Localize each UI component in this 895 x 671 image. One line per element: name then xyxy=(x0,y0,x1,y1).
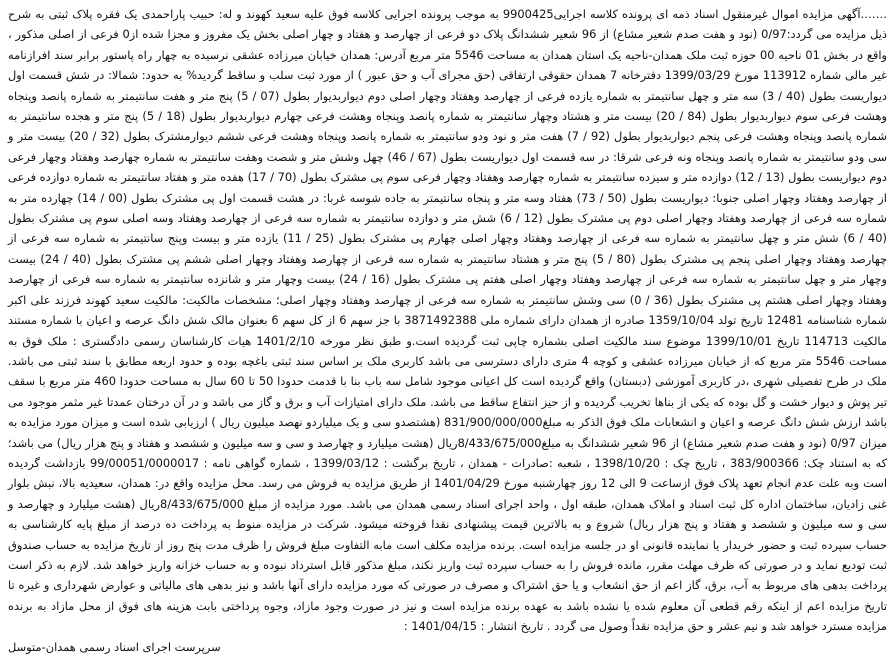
notice-body: …….آگهی مزایده اموال غیرمنقول اسناد ذمه ای پرونده کلاسه اجرایی9900425 به موجب پرونده اجرایی کلاسه فوق علیه سعید کهوند و له: حبیب پاراحمدی یک فقره پلاک ثبتی به شرح ذیل مزایده می گردد:0/97 (نود و هفت صدم شعیر مشاع) از 96 شعیر ششدانگ پلاک دو فرعی از چهارصد و هفتاد و چهار اصلی بخش یک مفروز و مجزا شده از0 فرعی از اصلی مذکور ، واقع در بخش 01 ناحیه 00 حوزه ثبت ملک همدان-ناحیه یک استان همدان به مساحت 5546 متر مربع آدرس: همدان خیابان میرزاده عشقی نرسیده به چهار راه پاستور برابر سند افرازنامه غیر مالی شماره 113912 مورخ 1399/03/29 دفترخانه 7 همدان حقوقی ارتفاقی (حق مجرای آب و حق عبور ) از مورد ثبت سلب و ساقط گردید% به حدود: شمالا: در شش قسمت اول دیواریست بطول (40 / 3) سه متر و چهل سانتیمتر به شماره یازده فرعی از چهارصد وهفتاد وچهار اصلی دوم دیواربدیوار بطول (07 / 5) پنج متر و هفت سانتیمتر به شماره پانصد وپنجاه وهشت فرعی سوم دیواربدیوار بطول (84 / 20) بیست متر و هشتاد وچهار سانتیمتر به شماره پانصد وپنجاه وهشت فرعی چهارم دیواربدیوار بطول (18 / 5) پنج متر و هجده سانتیمتر به شماره پانصد وپنجاه وهشت فرعی پنجم دیواربدیوار بطول (92 / 7) هفت متر و نود ودو سانتیمتر به شماره پانصد وپنجاه وهشت فرعی ششم دیوارمشترک بطول (32 / 20) بیست متر و سی ودو سانتیمتر به شماره پانصد وپنجاه ونه فرعی شرقا: در سه قسمت اول دیواریست بطول (67 / 46) چهل وشش متر و شصت وهفت سانتیمتر به شماره چهارصد وهفتاد وچهار فرعی دوم دیواریست بطول (13 / 12) دوازده متر و سیزده سانتیمتر به شماره چهارصد وهفتاد وچهار فرعی سوم پی مشترک بطول (70 / 17) هفده متر و هفتاد سانتیمتر به شماره دوازده فرعی از چهارصد وهفتاد وچهار اصلی جنوبا: دیواریست بطول (50 / 73) هفتاد وسه متر و پنجاه سانتیمتر به جاده شوسه غربا: در هشت قسمت اول پی مشترک بطول (00 / 14) چهارده متر به شماره سه فرعی از چهارصد وهفتاد وچهار اصلی دوم پی مشترک بطول (12 / 6) شش متر و دوازده سانتیمتر به شماره سه فرعی از چهارصد وهفتاد وسه اصلی سوم پی مشترک بطول (40 / 6) شش متر و چهل سانتیمتر به شماره سه فرعی از چهارصد وهفتاد وچهار اصلی چهارم پی مشترک بطول (25 / 11) یازده متر و بیست وپنج سانتیمتر به شماره سه فرعی از چهارصد وهفتاد وچهار اصلی پنجم پی مشترک بطول (80 / 5) پنج متر و هشتاد سانتیمتر به شماره سه فرعی از چهارصد وهفتاد وچهار اصلی ششم پی مشترک بطول (40 / 24) بیست وچهار متر و چهل سانتیمتر به شماره سه فرعی از چهارصد وهفتاد وچهار اصلی هفتم پی مشترک بطول (16 / 24) بیست وچهار متر و شانزده سانتیمتر به شماره سه فرعی از چهارصد وهفتاد وچهار اصلی هشتم پی مشترک بطول (36 / 0) سی وشش سانتیمتر به شماره سه فرعی از چهارصد وهفتاد وچهار اصلی؛ مشخصات مالکیت: مالکیت سعید کهوند فرزند علی اکبر شماره شناسنامه 12481 تاریخ تولد 1359/10/04 صادره از همدان دارای شماره ملی 3871492388 با جز سهم 6 از کل سهم 6 بعنوان مالک شش دانگ عرصه و اعیان با شماره مستند مالکیت 114713 تاریخ 1399/10/01 موضوع سند مالکیت اصلی بشماره چاپی ثبت گردیده است.و طبق نظر مورخه 1401/2/10 هیات کارشناسان رسمی دادگستری : ملک فوق به مساحت 5546 متر مربع که از خیابان میرزاده عشقی و کوچه 4 متری دارای دسترسی می باشد کاربری ملک بر اساس سند ثبتی باغچه بوده و حدود اربعه مطابق با سند ثبتی می باشد. ملک در طرح تفصیلی شهری ،در کاربری آموزشی (دبستان) واقع گردیده است کل اعیانی موجود شامل سه باب بنا با قدمت حدودا 50 تا 60 سال به مساحت حدودا 460 متر مربع با سقف تیر پوش و دیوار خشت و گل بوده که یکی از بناها تخریب گردیده و از حیز انتفاع ساقط می باشد. ملک دارای امتیازات آب و برق و گاز می باشد و در آن درختان عمدتا غیر مثمر موجود می باشد ارزش شش دانگ عرصه و اعیان و انشعابات ملک فوق الذکر به مبلغ831/900/000/000 (هشتصدو سی و یک میلیاردو نهصد میلیون ریال ) ارزیابی شده است و میزان مورد مزایده به میزان 0/97 (نود و هفت صدم شعیر مشاع) از 96 شعیر ششدانگ به مبلغ8/433/675/000ریال (هشت میلیارد و چهارصد و سی و سه میلیون و ششصد و هفتاد و پنج هزار ریال) می باشد؛ که به استناد چک: 383/900366 ، تاریخ چک : 1398/10/20 ، شعبه :صادرات - همدان ، تاریخ برگشت : 1399/03/12 ، شماره گواهی نامه : 99/00051/0000017 بازداشت گردیده است وبه علت عدم انجام تعهد پلاک فوق ازساعت 9 الی 12 روز چهارشنبه مورخ 1401/04/29 از طریق مزایده به فروش می رسد. محل مزایده واقع در: همدان، سعیدیه بالا، نبش بلوار غنی زادیان، ساختمان اداره کل ثبت اسناد و املاک همدان، طبقه اول ، واحد اجرای اسناد رسمی همدان می باشد. مورد مزایده از مبلغ 8/433/675/000ریال (هشت میلیارد و چهارصد و سی و سه میلیون و ششصد و هفتاد و پنج هزار ریال) شروع و به بالاترین قیمت پیشنهادی نقدا فروخته میشود. شرکت در مزایده منوط به پرداخت ده درصد از مبلغ پایه کارشناسی به حساب سپرده ثبت و حضور خریدار یا نماینده قانونی او در جلسه مزایده است. برنده مزایده مکلف است مابه التفاوت مبلغ فروش را ظرف مدت پنج روز از تاریخ مزایده به حساب صندوق ثبت تودیع نماید و در صورتی که ظرف مهلت مقرر، مانده فروش را به حساب سپرده ثبت واریز نکند، مبلغ مذکور قابل استرداد نبوده و به حساب خزانه واریز خواهد شد. لازم به ذکر است پرداخت بدهی های مربوط به آب، برق، گاز اعم از حق انشعاب و یا حق اشتراک و مصرف در صورتی که مورد مزایده دارای آنها باشد و نیز بدهی های مالیاتی و عوارض شهرداری و غیره تا تاریخ مزایده اعم از اینکه رقم قطعی آن معلوم شده یا نشده باشد به عهده برنده مزایده است و نیز در صورت وجود مازاد، وجوه پرداختی بابت هزینه های فوق از محل مازاد به برنده مزایده مسترد خواهد شد و نیم عشر و حق مزایده نقداً وصول می گردد . تاریخ انتشار : 1401/04/15 : xyxy=(8,7,888,634)
notice-signature: سرپرست اجرای اسناد رسمی همدان-متوسل xyxy=(8,639,221,654)
